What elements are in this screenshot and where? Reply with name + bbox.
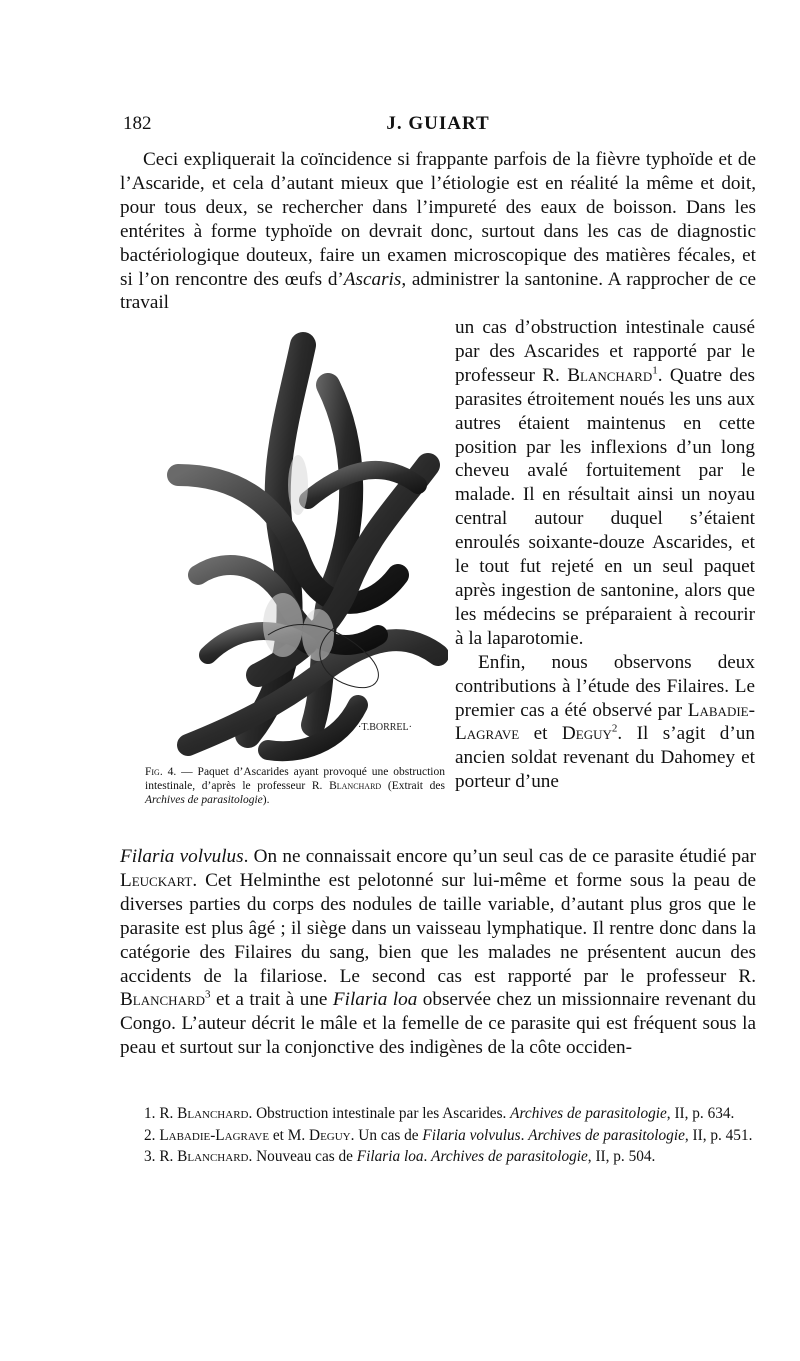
footnote-ref-3: 3: [205, 989, 211, 1002]
caption-extrait: (Extrait des: [381, 780, 445, 792]
worm-bundle: [178, 345, 438, 751]
footnote-3: [130, 1146, 755, 1168]
page-header: [120, 113, 756, 143]
intro-text-end: , administrer la santonine. A rapprocher de ce travail: [120, 268, 756, 314]
footnote-author-2: Deguy: [309, 1126, 351, 1144]
footnote-number: 2.: [144, 1126, 156, 1144]
footnote-dot: .: [520, 1126, 529, 1144]
ascaris-illustration: [118, 325, 448, 765]
figure-caption: [145, 765, 445, 807]
footnote-dot: .: [423, 1148, 432, 1165]
ascaris-drawing: [118, 325, 448, 765]
author-blanchard-2: Blanchard: [120, 989, 206, 1011]
caption-text: — Paquet d’Ascarides ayant provoqué une obstruction intestinale, d’après le professeur R.: [145, 766, 445, 792]
author-leuckart: Leuckart: [120, 869, 193, 891]
footnote-ref: , II, p. 634.: [666, 1105, 735, 1122]
bottom-text-1: . On ne connaissait encore qu’un seul cas de ce parasite étudié par: [243, 846, 756, 867]
page-number: 182: [123, 113, 152, 134]
footnote-author: Labadie-Lagrave: [159, 1126, 270, 1144]
wrap-text-1-end: . Quatre des parasites étroitement noués les uns aux autres étaient maintenus en cette position par les inflexions d’un long cheveu avalé fortuitement par le malade. Il en résultait ainsi un noyau central autour duquel s’étaient enroulés soixante-douze Ascarides, et le tout fut rejeté en un seul paquet après ingestion de santonine, alors que les médecins se préparaient à recourir à la laparotomie.: [455, 364, 755, 649]
author-labadie: Labadie-Lagrave: [455, 699, 755, 745]
artist-signature: ·T.BORREL·: [358, 722, 412, 733]
intro-text: Ceci expliquerait la coïncidence si frappante parfois de la fièvre typhoïde et de l’Ascaride, et cela d’autant mieux que l’étiologie est en réalité la même et doit, pour tous deux, se rechercher dans l’impureté des eaux de boisson. Dans les entérites à forme typhoïde on devrait donc, surtout dans les cas de diagnostic bactériologique douteux, faire un examen microscopique des matières fécales, et si l’on rencontre des œufs d’: [120, 149, 756, 290]
wrap-text-2-end: . Il s’agit d’un ancien soldat revenant du Dahomey et porteur d’une: [455, 723, 755, 793]
footnote-author: R. Blanchard: [159, 1105, 249, 1122]
footnote-species: Filaria volvulus: [422, 1126, 521, 1144]
caption-source: Archives de parasitologie: [145, 794, 263, 806]
footnote-conj: et M.: [269, 1126, 310, 1144]
footnotes: [130, 1103, 755, 1168]
bottom-text-2: . Cet Helminthe est pelotonné sur lui-même et forme sous la peau de diverses parties du corps des nodules de taille variable, d’autant plus gros que le parasite est plus âgé ; il siège dans un vaisseau lymphatique. Il rentre donc dans la catégorie des Filaires du sang, bien que les malades ne présentent aucun des accidents de la filariose. Le second cas est rapporté par le professeur R.: [120, 869, 756, 987]
paragraph-intro: [120, 148, 756, 315]
footnote-2: [130, 1125, 755, 1147]
bottom-text-3: et a trait à une: [210, 989, 333, 1011]
footnote-number: 3.: [144, 1148, 156, 1165]
footnote-species: Filaria loa: [356, 1148, 424, 1165]
footnote-author: R. Blanchard: [159, 1148, 249, 1165]
bottom-text-4: observée chez un missionnaire revenant du Congo. L’auteur décrit le mâle et la femelle de ce parasite qui est fréquent sous la peau et surtout sur la conjonctive des indigènes de la côte occiden-: [120, 989, 757, 1059]
paragraph-filaria: [120, 845, 756, 1060]
footnote-number: 1.: [144, 1105, 156, 1122]
footnote-title: . Un cas de: [350, 1126, 423, 1144]
footnote-ref: , II, p. 451.: [684, 1126, 753, 1144]
filaria-volvulus-term: Filaria volvulus: [120, 846, 244, 867]
ascaris-term: Ascaris: [343, 268, 402, 290]
wrapped-column: [455, 316, 755, 794]
caption-close: ).: [262, 794, 270, 806]
footnote-ref-1: 1: [652, 364, 658, 377]
author-blanchard: Blanchard: [567, 364, 653, 386]
filaria-loa-term: Filaria loa: [332, 989, 418, 1011]
author-deguy: Deguy: [561, 723, 612, 745]
caption-label: Fig. 4.: [145, 766, 177, 778]
footnote-ref: , II, p. 504.: [587, 1148, 656, 1165]
footnote-journal: Archives de parasitologie: [510, 1105, 667, 1122]
wrap-text-1: un cas d’obstruction intestinale causé par des Ascarides et rapporté par le professeur R.: [455, 317, 755, 386]
footnote-title: . Obstruction intestinale par les Ascarides.: [248, 1105, 511, 1122]
wrap-et: et: [519, 723, 562, 745]
running-head: J. GUIART: [386, 113, 490, 134]
footnote-journal: Archives de parasitologie: [431, 1148, 588, 1165]
footnote-1: [130, 1103, 755, 1125]
footnote-ref-2: 2: [611, 723, 618, 736]
caption-author: Blanchard: [329, 780, 382, 792]
footnote-title: . Nouveau cas de: [248, 1148, 357, 1165]
footnote-journal: Archives de parasitologie: [528, 1126, 685, 1144]
wrap-text-2: Enfin, nous observons deux contributions à l’étude des Filaires. Le premier cas a été observé par: [455, 651, 755, 721]
